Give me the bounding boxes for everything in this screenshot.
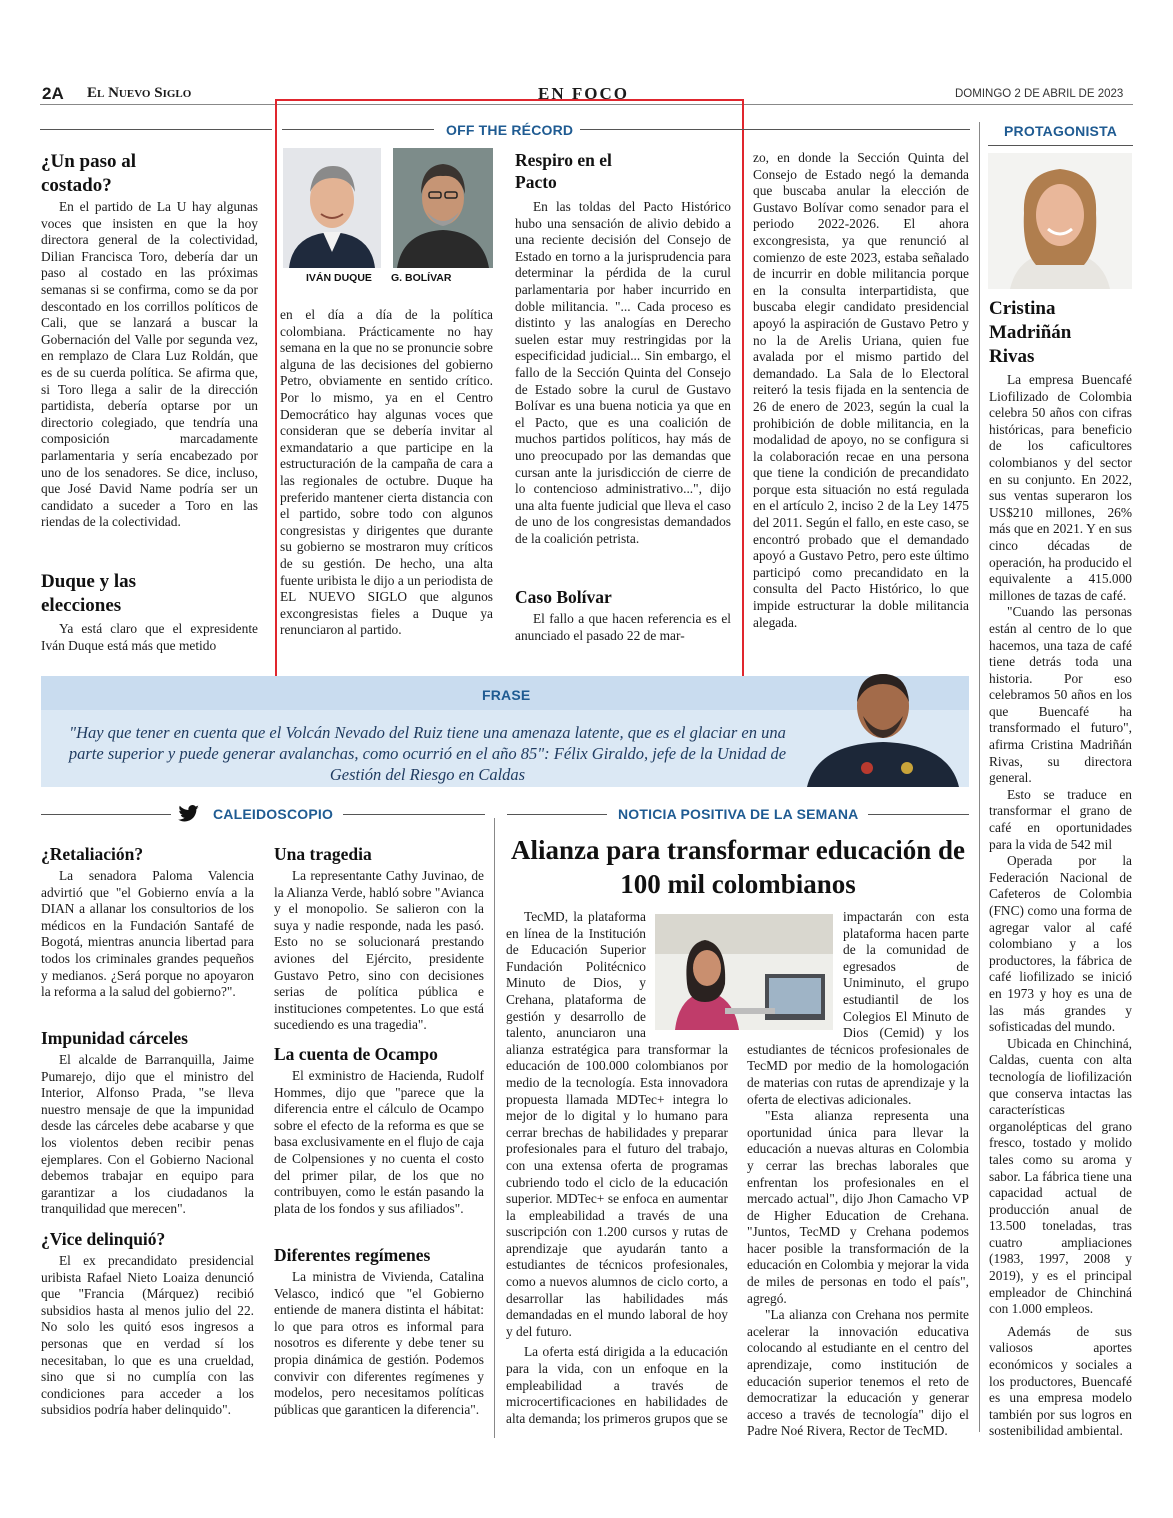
protagonista-body: La empresa Buencafé Liofilizado de Colombia celebra 50 años con cifras históricas, para beneficio de los caficultores colombianos y del sector en su conjunto. En 2022, sus ventas superaron los US$210 millones, 26% más que en 2021. Y en sus cinco décadas de operación, ha producido el equivalente a 415.000 millones de tazas de café. "Cuando las personas están al centro de lo que hacemos, una taza de café tiene detrás toda una historia. Por eso celebramos 50 años en los que Buencafé ha transformado el futuro", afirma Cristina Madriñán Rivas, su directora general. Esto se traduce en transformar el grano de café en oportunidades para la vida de 542 mil Operada por la Federación Nacional de Cafeteros de Colombia (FNC) como una forma de agregar valor al café colombiano y a los productores, la fábrica de café liofilizado se inició en 1973 y hoy es una de las más grandes y sofisticadas del mundo. Ubicada en Chinchiná, Caldas, cuenta con alta tecnología de liofilización que conserva intactas las características organolépticas del grano fresco, tostado y molido tales como su aroma y sabor. La fábrica tiene una capacidad actual de producción anual de 13.500 toneladas, tras cuatro ampliaciones (1983, 1997, 2008 y 2019), y es el principal empleador de Chinchiná con 1.000 empleos. Además de sus valiosos aportes económicos y sociales a los productores, Buencafé es una empresa modelo también por sus logros en sostenibilidad ambiental. (989, 372, 1132, 1439)
photo-caption-bolivar: G. BOLÍVAR (391, 272, 452, 284)
protagonista-name: Cristina Madriñán Rivas (989, 298, 1072, 367)
off-record-label: OFF THE RÉCORD (446, 122, 574, 138)
off-record-col2: En las toldas del Pacto Histórico hubo una sensación de alivio debido a una reciente decisión del Consejo de Estado en torno a la jurisprudencia para determinar la pérdida de la curul parlamentaria por haber incurrido en doble militancia. "... Cada proceso es distinto y las analogías en Derecho suelen estar muy restringidas por la especificidad judicial... Sin embargo, el fallo de la Sección Quinta del Consejo de Estado sobre la curul de Gustavo Bolívar es una buena noticia ya que en el Pacto, que es una coalición de muchos partidos políticos, hay más de uno preocupado por las demandas que cursan ante la jurisdicción de cierre de lo contencioso administrativo...", dijo una alta fuente judicial que lleva el caso de uno de los congresistas demandados de la coalición petrista. (515, 199, 731, 546)
caleidoscopio-title-6: Diferentes regímenes (274, 1245, 431, 1265)
issue-date: DOMINGO 2 DE ABRIL DE 2023 (955, 88, 1124, 100)
page-number: 2A (42, 84, 64, 103)
photo-felix-giraldo (797, 660, 969, 787)
noticia-col1: TecMD, la plataforma en línea de la Institución de Educación Superior Fundación Politécnico Minuto de Dios, y Crehana, plataforma de gestión y desarrollo de talento, anunciaron una alianza estratégica para transformar la educación de 100.000 colombianos por medio de la tecnología. Esta innovadora propuesta llamada MDTec+ integra lo mejor de lo digital y lo humano para cerrar brechas de habilidades y preparar profesionales para el futuro del trabajo, con una extensa oferta de programas cubriendo todo el ciclo de la educación superior. MDTec+ se enfoca en aumentar la empleabilidad a través de una suscripción con 1.200 cursos y rutas de aprendizaje que ayudarán tanto a estudiantes de técnicos profesionales, como a nuevos alumnos de ciclo corto, a desarrollar las habilidades más demandadas en el mundo laboral de hoy y del futuro. La oferta está dirigida a la educación para la vida, con un enfoque en la empleabilidad a través de microcertificaciones en habilidades de alta demanda; los primeros grupos que se (506, 909, 728, 1426)
article-body-duque: Ya está claro que el expresidente Iván Duque está más que metido (41, 621, 258, 653)
noticia-rule-left (507, 814, 607, 815)
noticia-col1-text: TecMD, la plataforma en línea de la Institución de Educación Superior Fundación Politécnico Minuto de Dios, y Crehana, plataforma de gestión y desarrollo de talento, anunciaron una alianza estratégica para transformar la educación de 100.000 colombianos por medio de la tecnología. Esta innovadora propuesta llamada MDTec+ integra lo mejor de lo digital y lo humano para cerrar brechas de habilidades y preparar profesionales para el futuro del trabajo, con una extensa oferta de programas cubriendo todo el ciclo de la educación superior. MDTec+ se enfoca en aumentar la empleabilidad a través de una suscripción con 1.200 cursos y rutas de aprendizaje que ayudarán tanto a estudiantes de técnicos profesionales, como a nuevos alumnos de ciclo corto, a desarrollar las habilidades más demandadas en el mundo laboral de hoy y del futuro. (506, 909, 728, 1339)
noticia-divider (494, 818, 495, 1438)
noticia-headline: Alianza para transformar educación de 100 mil colombianos (511, 835, 965, 899)
off-record-col1: en el día a día de la política colombiana. Prácticamente no hay semana en la que no se pronuncie sobre alguna de las decisiones del gobierno Petro, obviamente en sentido crítico. Por lo mismo, ya en el Centro Democrático hay algunas voces que consideran que se debería invitar al exmandatario a que participe en la estructuración de la campaña de cara a las regionales de octubre. Duque ha preferido mantener cierta distancia con el partido, sobre todo con algunos congresistas y dirigentes que durante su gobierno se mostraron muy críticos de su gestión. De hecho, una alta fuente uribista le dijo a un periodista de EL NUEVO SIGLO que algunos excongresistas fieles a Duque ya renunciaron al partido. (280, 307, 493, 638)
photo-cristina-madrinan (988, 153, 1132, 289)
caleidoscopio-title-4: Una tragedia (274, 844, 372, 864)
caleidoscopio-body-5: El exministro de Hacienda, Rudolf Hommes, dijo que "parece que la diferencia entre el cálculo de Ocampo sobre el efecto de la reforma es que se basa exclusivamente en el flujo de caja de Colpensiones y no cuenta el costo del primer pilar, de los que no contribuyen, como le están pasando la plata de los fondos y sus afiliados". (274, 1068, 484, 1216)
caleidoscopio-rule-left (41, 814, 171, 815)
caleidoscopio-title-2: Impunidad cárceles (41, 1028, 188, 1048)
photo-ivan-duque (283, 148, 381, 268)
off-record-col3: zo, en donde la Sección Quinta del Consejo de Estado negó la demanda que buscaba anular la elección de Gustavo Bolívar como senador para el periodo 2022-2026. El ahora excongresista, ya que renunció al comienzo de este 2023, estaba señalado de incurrir en doble militancia porque en la consulta interpartidista, que buscaba elegir candidato presidencial apoyó la aspiración de Gustavo Petro y no la de Arelis Uriana, quien fue avalada por el mismo partido del demandado. La Sala de lo Electoral reiteró la tesis fijada en la sentencia de 26 de enero de 2023, según la cual la prohibición de doble militancia, en la modalidad de apoyo, no se configura si la colaboración recae en una persona que tiene la condición de precandidato porque esta situación no está regulada en el artículo 2, inciso 2 de la Ley 1475 del 2011. Según el fallo, en este caso, se encontró probado que el demandado apoyó a Gustavo Petro, pero este último participó como precandidato en la consulta del Pacto Histórico, lo que impide estructurar la doble militancia alegada. (753, 150, 969, 630)
caleidoscopio-body-1: La senadora Paloma Valencia advirtió que "el Gobierno envía a la DIAN a allanar los consultorios de los médicos en la Fundación Santafé de Bogotá, mientras anuncia libertad para todos los criminales grandes pequeños y medianos. ¿Será porque no apoyaron la reforma a la salud del gobierno?". (41, 868, 254, 1000)
twitter-bird-icon (178, 805, 200, 828)
photo-wrap-spacer-2 (747, 909, 843, 1033)
off-record-title-caso-bolivar: Caso Bolívar (515, 587, 612, 607)
caleidoscopio-title-3: ¿Vice delinquió? (41, 1229, 166, 1249)
frase-quote: "Hay que tener en cuenta que el Volcán Nevado del Ruiz tiene una amenaza latente, que es el glaciar en una parte superior y puede generar avalanchas, como ocurrió en el año 85": Félix Giraldo, jefe de la Unidad de Gestión del Riesgo en Caldas (68, 723, 787, 784)
left-top-rule (40, 129, 272, 130)
caleidoscopio-rule-right (343, 814, 485, 815)
caleidoscopio-body-4: La representante Cathy Juvinao, de la Alianza Verde, habló sobre "Avianca y el monopolio. Se salieron con la suya y nadie responde, nada les pasó. Esto no se solucionará prestando aviones del Ejército, presidente Gustavo Petro, sino con decisiones serias de política pública e instituciones competentes. Lo que está sucediendo es una tragedia". (274, 868, 484, 1033)
caleidoscopio-title-1: ¿Retaliación? (41, 844, 144, 864)
protagonista-divider (979, 122, 980, 1432)
frase-label: FRASE (482, 687, 531, 703)
caleidoscopio-body-2: El alcalde de Barranquilla, Jaime Pumarejo, dijo que el ministro del Interior, Alfonso Prada, "se lleva nuestro mensaje de que la impunidad desde las cárceles debe acabarse y que los violentos deben recibir penas ejemplares. Con el Gobierno Nacional debemos trabajar en equipo para garantizar a los ciudadanos la tranquilidad que merecen". (41, 1052, 254, 1217)
caleidoscopio-label: CALEIDOSCOPIO (213, 806, 334, 822)
noticia-label: NOTICIA POSITIVA DE LA SEMANA (618, 806, 859, 822)
off-record-rule-left (282, 129, 434, 130)
protagonista-label: PROTAGONISTA (1004, 123, 1118, 139)
section-name: EN FOCO (538, 84, 629, 103)
masthead: El Nuevo Siglo (87, 85, 192, 101)
photo-caption-duque: IVÁN DUQUE (306, 272, 372, 284)
article-title-duque: Duque y las elecciones (41, 571, 137, 616)
photo-wrap-spacer (646, 909, 728, 1033)
article-title-un-paso: ¿Un paso al costado? (41, 151, 137, 196)
article-body-un-paso: En el partido de La U hay algunas voces que insisten en que la hoy directora general de la colectividad, Dilian Francisca Toro, debería dar un paso al costado en las próximas semanas si se confirma, como se da por descontado en los corrillos políticos de Cali, que se lanzará a buscar la Gobernación del Valle por segunda vez, en remplazo de Clara Luz Roldán, que es de su cuerda política. Se afirma que, si Toro llega a salir de la dirección partidista, debería optarse por un directorio colegiado, que tendría una composición marcadamente parlamentaria y sería encabezado por uno de los senadores. Se dice, incluso, que José David Name podría ser un candidato a suceder a Toro en las riendas de la colectividad. (41, 199, 258, 530)
caleidoscopio-body-6: La ministra de Vivienda, Catalina Velasco, indicó que "el Gobierno entiende de manera distinta el hábitat: lo que para otros es informal para nosotros es diferente y debe tener su propia dinámica de gestión. Podemos convivir con diferentes regímenes y modelos, pero necesitamos políticas públicas que garanticen la diferencia". (274, 1269, 484, 1417)
protagonista-rule (988, 145, 1133, 146)
off-record-rule-right (580, 129, 970, 130)
noticia-rule-right (868, 814, 969, 815)
caleidoscopio-title-5: La cuenta de Ocampo (274, 1044, 438, 1064)
noticia-col2: impactarán con esta plataforma hacen parte de la comunidad de egresados de Uniminuto, el grupo estudiantil de los Colegios El Minuto de Dios (Cemid) y los estudiantes de técnicos profesionales de TecMD por medio de la homologación de materias con rutas de aprendizaje y la oferta de electivas adicionales. "Esta alianza representa una oportunidad única para llevar la educación a nuevas alturas en Colombia y cerrar las brechas laborales que enfrentan los profesionales en el mercado actual", dijo Jhon Camacho VP de Higher Education de Crehana. "Juntos, TecMD y Crehana podemos hacer posible la transformación de la educación en Colombia y mejorar la vida de miles de personas en todo el país", agregó. "La alianza con Crehana nos permite acelerar la innovación educativa colocando al estudiante en el centro del aprendizaje, como institución de educación superior tenemos el reto de democratizar la educación y generar acceso a través de tecnología" dijo el Padre Noé Rivera, Rector de TecMD. (747, 909, 969, 1439)
photo-gustavo-bolivar (393, 148, 493, 268)
off-record-title-respiro: Respiro en el Pacto (515, 150, 612, 192)
caleidoscopio-body-3: El ex precandidato presidencial uribista Rafael Nieto Loaiza denunció que "Francia (Márquez) recibió subsidios hasta al menos julio del 22. No solo les quitó esos ingresos a personas que en verdad sí los necesitaban, lo que es una crueldad, sino que si no cumplía con las condiciones para acceder a los subsidios podría haber delinquido". (41, 1253, 254, 1418)
off-record-col2b: El fallo a que hacen referencia es el anunciado el pasado 22 de mar- (515, 611, 731, 643)
